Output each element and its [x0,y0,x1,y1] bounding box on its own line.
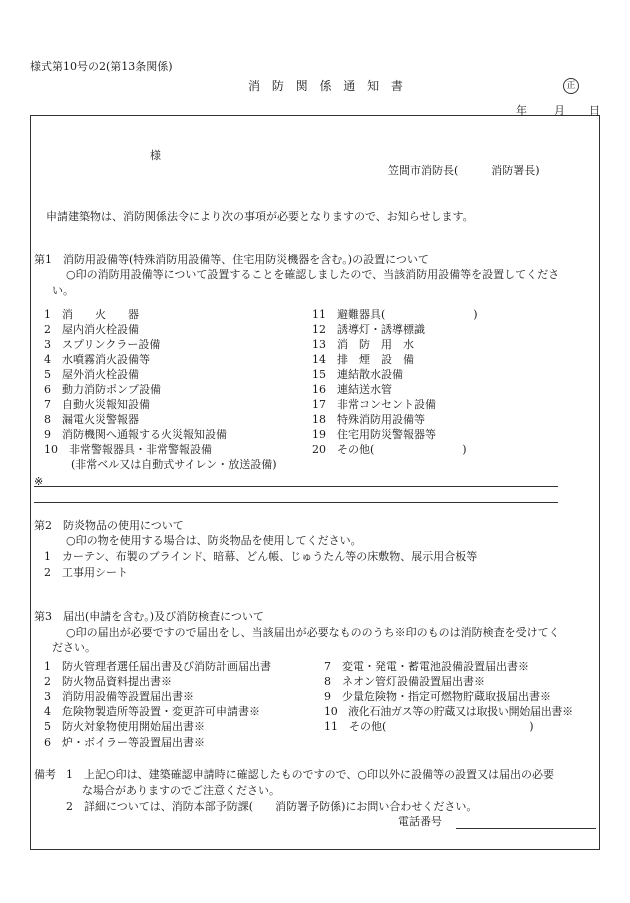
phone-line [456,828,596,829]
date-month: 月 [554,104,565,117]
list-item: 1 消 火 器 [44,308,139,321]
note-line [34,486,558,487]
section1-desc-cont: い。 [52,284,74,297]
date-day: 日 [589,104,600,117]
list-item: 11 その他( ) [324,720,534,733]
list-item: 3 消防用設備等設置届出書※ [44,690,194,703]
section1-heading: 第1 消防用設備等(特殊消防用設備等、住宅用防災機器を含む。)の設置について [34,253,429,266]
list-item: 7 自動火災報知設備 [44,398,150,411]
section3-heading: 第3 届出(申請を含む。)及び消防検査について [34,610,264,623]
list-item: 19 住宅用防災警報器等 [312,428,436,441]
list-item: 17 非常コンセント設備 [312,398,436,411]
form-number: 様式第10号の2(第13条関係) [30,60,173,73]
note-line [34,502,558,503]
document-title: 消 防 関 係 通 知 書 [248,79,407,93]
list-item: 3 スプリンクラー設備 [44,338,161,351]
note-mark: ※ [34,475,44,488]
list-item: 6 炉・ボイラー等設置届出書※ [44,736,205,749]
remark-1-cont: な場合がありますのでご注意ください。 [82,784,280,797]
list-item: 2 工事用シート [44,566,128,579]
remarks-label: 備考 [34,768,56,781]
section3-desc-cont: ださい。 [52,641,96,654]
section1-desc: ○印の消防用設備等について設置することを確認しましたので、当該消防用設備等を設置してくださ [66,268,560,281]
list-item: 12 誘導灯・誘導標識 [312,323,425,336]
remark-2: 2 詳細については、消防本部予防課( 消防署予防係)にお問い合わせください。 [66,800,478,813]
list-item: 15 連結散水設備 [312,368,403,381]
list-item: (非常ベル又は自動式サイレン・放送設備) [60,458,277,471]
list-item: 18 特殊消防用設備等 [312,413,425,426]
list-item: 13 消 防 用 水 [312,338,414,351]
list-item: 14 排 煙 設 備 [312,353,414,366]
list-item: 5 防火対象物使用開始届出書※ [44,720,205,733]
date-year: 年 [516,104,527,117]
list-item: 11 避難器具( ) [312,308,478,321]
list-item: 6 動力消防ポンプ設備 [44,383,161,396]
section2-desc: ○印の物を使用する場合は、防炎物品を使用してください。 [66,534,362,547]
list-item: 8 ネオン管灯設備設置届出書※ [324,675,485,688]
phone-label: 電話番号 [398,815,442,828]
list-item: 8 漏電火災警報器 [44,413,139,426]
list-item: 1 防火管理者選任届出書及び消防計画届出書 [44,660,271,673]
list-item: 10 非常警報器具・非常警報設備 [44,443,212,456]
section2-heading: 第2 防炎物品の使用について [34,519,184,532]
list-item: 1 カーテン、布製のブラインド、暗幕、どん帳、じゅうたん等の床敷物、展示用合板等 [44,550,478,563]
intro-text: 申請建築物は、消防関係法令により次の事項が必要となりますので、お知らせします。 [46,210,474,223]
list-item: 7 変電・発電・蓄電池設備設置届出書※ [324,660,529,673]
section3-desc: ○印の届出が必要ですので届出をし、当該届出が必要なもののうち※印のものは消防検査を受けてく [66,626,560,639]
list-item: 16 連結送水管 [312,383,392,396]
list-item: 4 水噴霧消火設備等 [44,353,150,366]
list-item: 9 少量危険物・指定可燃物貯蔵取扱届出書※ [324,690,551,703]
list-item: 2 防火物品資料提出書※ [44,675,172,688]
remark-1: 1 上記○印は、建築確認申請時に確認したものですので、○印以外に設備等の設置又は届出の必要 [66,768,554,781]
addressee-suffix: 様 [150,149,161,162]
issuer: 笠間市消防長( 消防署長) [388,164,540,177]
list-item: 4 危険物製造所等設置・変更許可申請書※ [44,705,260,718]
list-item: 20 その他( ) [312,443,467,456]
list-item: 10 液化石油ガス等の貯蔵又は取扱い開始届出書※ [324,705,573,718]
list-item: 5 屋外消火栓設備 [44,368,139,381]
original-marker: 正 [563,78,579,94]
list-item: 9 消防機関へ通報する火災報知設備 [44,428,227,441]
list-item: 2 屋内消火栓設備 [44,323,139,336]
